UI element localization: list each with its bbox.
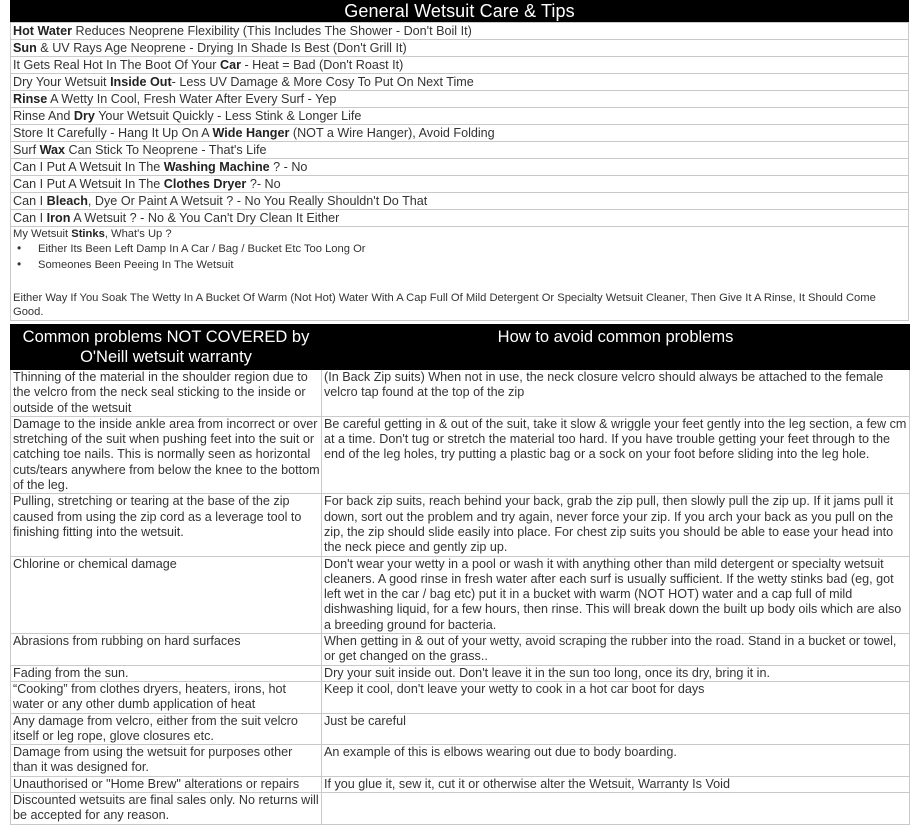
tip-row: [11, 159, 909, 176]
problem-row: [11, 793, 910, 825]
problem-row: [11, 681, 910, 713]
bold-keyword: Clothes Dryer: [163, 177, 247, 191]
bold-keyword: Wax: [39, 143, 66, 157]
bullet-icon: •: [17, 257, 22, 271]
solution-cell: Just be careful: [322, 713, 910, 745]
problems-header-row: [11, 325, 910, 370]
problem-cell: Pulling, stretching or tearing at the base of the zip caused from using the zip cord as a leverage tool to finishing fitting into the wetsuit.: [11, 494, 322, 556]
bold-keyword: Sun: [13, 41, 37, 55]
stinks-question: My Wetsuit Stinks, What's Up ?: [13, 228, 172, 240]
stinks-reason-text: Someones Been Peeing In The Wetsuit: [38, 259, 234, 271]
solution-cell: Be careful getting in & out of the suit, take it slow & wriggle your feet gently into the leg section, a few cm at a time. Don't tug or stretch the material too hard. If you have trouble getting your feet through to the end of the leg holes, try putting a plastic bag or a sock on your foot before sliding into the leg hole.: [322, 416, 910, 493]
problem-cell: “Cooking” from clothes dryers, heaters, irons, hot water or any other dumb application of heat: [11, 681, 322, 713]
tip-text: Can I Bleach, Dye Or Paint A Wetsuit ? - No You Really Shouldn't Do That: [11, 193, 909, 210]
tip-row: [11, 210, 909, 227]
solution-cell: An example of this is elbows wearing out due to body boarding.: [322, 745, 910, 777]
stinks-reasons: [13, 241, 907, 273]
problem-cell: Thinning of the material in the shoulder region due to the velcro from the neck seal sticking to the inside or outside of the wetsuit: [11, 370, 322, 417]
problem-cell: Fading from the sun.: [11, 665, 322, 681]
bold-keyword: Bleach: [46, 194, 88, 208]
problem-cell: Abrasions from rubbing on hard surfaces: [11, 634, 322, 666]
solution-cell: Don't wear your wetty in a pool or wash it with anything other than mild detergent or specialty wetsuit cleaners. A good rinse in fresh water after each surf is usually sufficient. If the wetty stinks bad (eg, got left wet in the car / bag etc) put it in a bucket with warm (NOT HOT) water and a cap full of mild dishwashing liquid, for a few hours, then rinse. This will break down the built up body oils which are also a breeding ground for bacteria.: [322, 556, 910, 633]
problem-row: [11, 634, 910, 666]
stinks-row: [11, 227, 909, 321]
problem-cell: Damage to the inside ankle area from incorrect or over stretching of the suit when pushing feet into the suit or catching toe nails. This is normally seen as horizontal cuts/tears anywhere from below the knee to the bottom of the leg.: [11, 416, 322, 493]
stinks-cell: [11, 227, 909, 321]
tips-title: General Wetsuit Care & Tips: [10, 0, 909, 22]
solution-cell: For back zip suits, reach behind your back, grab the zip pull, then slowly pull the zip up. If it jams pull it down, sort out the problem and try again, never force your zip. If you arch your back as you pull on the zip, the zip should slide easily into place. For chest zip suits you should be able to ease your head into the neck piece and gently zip up.: [322, 494, 910, 556]
bold-keyword: Hot Water: [13, 24, 73, 38]
tip-text: Sun & UV Rays Age Neoprene - Drying In Shade Is Best (Don't Grill It): [11, 40, 909, 57]
tip-row: [11, 91, 909, 108]
problem-cell: Discounted wetsuits are final sales only. No returns will be accepted for any reason.: [11, 793, 322, 825]
solution-cell: If you glue it, sew it, cut it or otherwise alter the Wetsuit, Warranty Is Void: [322, 776, 910, 792]
bold-keyword: Washing Machine: [163, 160, 270, 174]
problem-cell: Damage from using the wetsuit for purposes other than it was designed for.: [11, 745, 322, 777]
tips-table: [10, 22, 909, 321]
tip-text: Rinse And Dry Your Wetsuit Quickly - Less Stink & Longer Life: [11, 108, 909, 125]
tip-text: Can I Put A Wetsuit In The Clothes Dryer ?- No: [11, 176, 909, 193]
stinks-reason: [17, 241, 907, 257]
tip-row: [11, 74, 909, 91]
problem-row: [11, 416, 910, 493]
problems-header-right: How to avoid common problems: [322, 325, 910, 370]
bold-keyword: Car: [219, 58, 241, 72]
tip-text: Surf Wax Can Stick To Neoprene - That's Life: [11, 142, 909, 159]
tip-row: [11, 57, 909, 74]
tip-text: Can I Iron A Wetsuit ? - No & You Can't Dry Clean It Either: [11, 210, 909, 227]
tip-text: Hot Water Reduces Neoprene Flexibility (This Includes The Shower - Don't Boil It): [11, 23, 909, 40]
problem-row: [11, 776, 910, 792]
tip-row: [11, 176, 909, 193]
problem-row: [11, 556, 910, 633]
problems-table: [10, 324, 910, 825]
solution-cell: (In Back Zip suits) When not in use, the neck closure velcro should always be attached to the female velcro tap found at the top of the zip: [322, 370, 910, 417]
tip-row: [11, 193, 909, 210]
tip-text: Can I Put A Wetsuit In The Washing Machine ? - No: [11, 159, 909, 176]
tip-row: [11, 108, 909, 125]
problem-row: [11, 494, 910, 556]
bold-keyword: Inside Out: [110, 75, 172, 89]
bold-keyword: Rinse: [13, 92, 48, 106]
solution-cell: When getting in & out of your wetty, avoid scraping the rubber into the road. Stand in a bucket or towel, or get changed on the grass..: [322, 634, 910, 666]
tip-text: Rinse A Wetty In Cool, Fresh Water After Every Surf - Yep: [11, 91, 909, 108]
problem-cell: Any damage from velcro, either from the suit velcro itself or leg rope, glove closures etc.: [11, 713, 322, 745]
problem-row: [11, 713, 910, 745]
tip-row: [11, 125, 909, 142]
tip-row: [11, 142, 909, 159]
bold-keyword: Wide Hanger: [212, 126, 290, 140]
problem-cell: Unauthorised or "Home Brew" alterations or repairs: [11, 776, 322, 792]
tip-text: Store It Carefully - Hang It Up On A Wide Hanger (NOT a Wire Hanger), Avoid Folding: [11, 125, 909, 142]
tips-body: [11, 23, 909, 321]
bold-keyword: Iron: [46, 211, 71, 225]
problem-cell: Chlorine or chemical damage: [11, 556, 322, 633]
tip-row: [11, 40, 909, 57]
solution-cell: [322, 793, 910, 825]
solution-cell: Dry your suit inside out. Don't leave it in the sun too long, once its dry, bring it in.: [322, 665, 910, 681]
tip-row: [11, 23, 909, 40]
bold-keyword: Dry: [73, 109, 95, 123]
problem-row: [11, 745, 910, 777]
tip-text: Dry Your Wetsuit Inside Out- Less UV Damage & More Cosy To Put On Next Time: [11, 74, 909, 91]
stinks-reason-text: Either Its Been Left Damp In A Car / Bag / Bucket Etc Too Long Or: [38, 243, 366, 255]
problem-row: [11, 370, 910, 417]
stinks-reason: [17, 257, 907, 273]
wetsuit-care-sheet: [10, 0, 909, 825]
bullet-icon: •: [17, 241, 22, 255]
problem-row: [11, 665, 910, 681]
tip-text: It Gets Real Hot In The Boot Of Your Car - Heat = Bad (Don't Roast It): [11, 57, 909, 74]
bold-keyword: Stinks: [71, 228, 105, 240]
stinks-answer: Either Way If You Soak The Wetty In A Bucket Of Warm (Not Hot) Water With A Cap Full Of Mild Detergent Or Specialty Wetsuit Cleaner, Then Give It A Rinse, It Should Come Good.: [13, 292, 876, 318]
problems-body: [11, 370, 910, 825]
solution-cell: Keep it cool, don't leave your wetty to cook in a hot car boot for days: [322, 681, 910, 713]
problems-header-left: Common problems NOT COVERED by O'Neill wetsuit warranty: [11, 325, 322, 370]
